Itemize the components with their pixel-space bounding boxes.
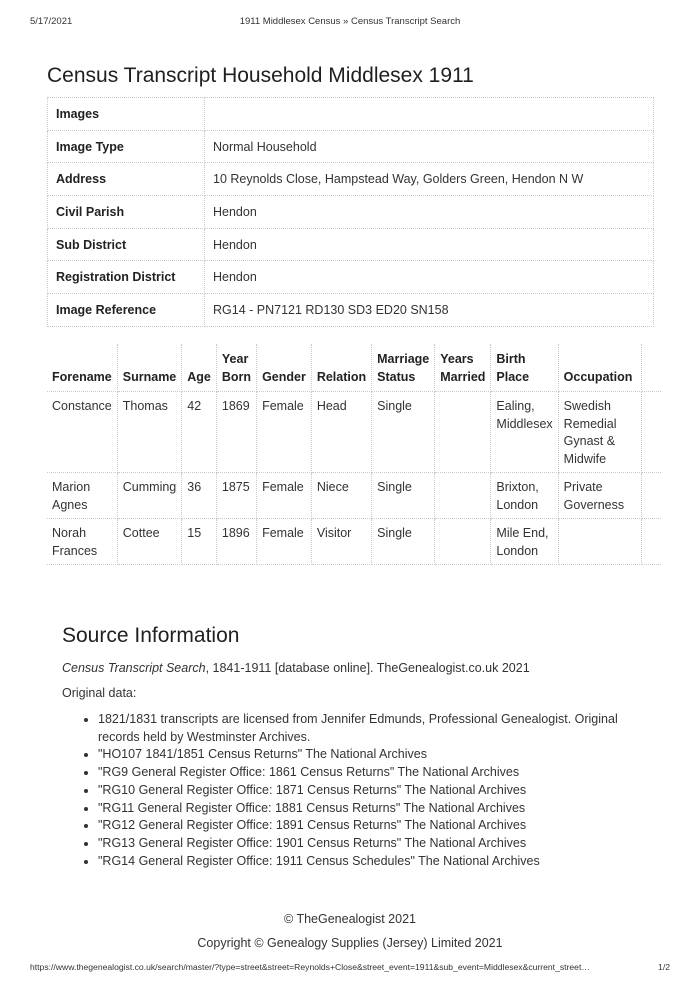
table-cell: Female: [257, 519, 312, 565]
table-cell: [558, 519, 641, 565]
table-cell: Mile End, London: [491, 519, 558, 565]
info-label: Address: [48, 163, 205, 196]
column-header: [641, 344, 661, 392]
info-label: Registration District: [48, 261, 205, 294]
site-footer: [0, 912, 700, 950]
info-label: Civil Parish: [48, 196, 205, 229]
print-page-title: 1911 Middlesex Census » Census Transcript Search: [239, 16, 461, 27]
table-cell: Single: [372, 519, 435, 565]
table-cell: [641, 519, 661, 565]
info-label: Image Reference: [48, 294, 205, 327]
info-label: Sub District: [48, 228, 205, 261]
info-value: Normal Household: [205, 130, 654, 163]
citation-details: , 1841-1911 [database online]. TheGenealogist.co.uk 2021: [205, 661, 530, 675]
table-cell: Swedish Remedial Gynast & Midwife: [558, 392, 641, 473]
source-heading: Source Information: [62, 624, 240, 647]
column-header: Years Married: [435, 344, 491, 392]
info-row: [48, 196, 654, 229]
table-cell: [435, 392, 491, 473]
column-header: Occupation: [558, 344, 641, 392]
info-label: Image Type: [48, 130, 205, 163]
table-cell: Cottee: [117, 519, 182, 565]
table-cell: 1875: [216, 473, 256, 519]
page-title: Census Transcript Household Middlesex 1911: [47, 64, 474, 87]
list-item: • 1821/1831 transcripts are licensed from Jennifer Edmunds, Professional Genealogist. Original records held by Westminster Archives.: [98, 711, 622, 746]
info-row: [48, 228, 654, 261]
table-cell: Ealing, Middlesex: [491, 392, 558, 473]
table-cell: Visitor: [311, 519, 371, 565]
column-header: Marriage Status: [372, 344, 435, 392]
table-cell: Single: [372, 392, 435, 473]
source-citation: [62, 661, 622, 675]
table-cell: 1896: [216, 519, 256, 565]
household-members-table: [47, 344, 661, 565]
info-row: [48, 294, 654, 327]
list-item: • "RG11 General Register Office: 1881 Census Returns" The National Archives: [98, 800, 622, 818]
column-header: Birth Place: [491, 344, 558, 392]
table-cell: Brixton, London: [491, 473, 558, 519]
table-cell: Female: [257, 392, 312, 473]
info-value: RG14 - PN7121 RD130 SD3 ED20 SN158: [205, 294, 654, 327]
table-cell: 42: [182, 392, 217, 473]
info-value: Hendon: [205, 228, 654, 261]
footer-brand: © TheGenealogist 2021: [284, 912, 416, 926]
list-item: • "RG13 General Register Office: 1901 Census Returns" The National Archives: [98, 835, 622, 853]
print-date: 5/17/2021: [30, 16, 73, 27]
list-item: • "HO107 1841/1851 Census Returns" The National Archives: [98, 746, 622, 764]
source-information: [62, 624, 622, 870]
info-row: [48, 98, 654, 131]
info-value: 10 Reynolds Close, Hampstead Way, Golders Green, Hendon N W: [205, 163, 654, 196]
footer-copyright: Copyright © Genealogy Supplies (Jersey) Limited 2021: [197, 936, 503, 950]
table-cell: Thomas: [117, 392, 182, 473]
table-cell: 1869: [216, 392, 256, 473]
table-cell: Private Governess: [558, 473, 641, 519]
table-cell: Female: [257, 473, 312, 519]
list-item: • "RG12 General Register Office: 1891 Census Returns" The National Archives: [98, 817, 622, 835]
source-list: [62, 711, 622, 870]
table-cell: 15: [182, 519, 217, 565]
print-header: [30, 16, 670, 30]
table-cell: Single: [372, 473, 435, 519]
table-cell: [435, 519, 491, 565]
table-cell: Norah Frances: [47, 519, 117, 565]
print-footer: [30, 962, 670, 976]
info-row: [48, 130, 654, 163]
table-cell: Niece: [311, 473, 371, 519]
original-data-label: Original data:: [62, 686, 137, 700]
table-row: [47, 519, 661, 565]
column-header: Year Born: [216, 344, 256, 392]
info-value: [205, 98, 654, 131]
list-item: • "RG14 General Register Office: 1911 Census Schedules" The National Archives: [98, 853, 622, 871]
table-cell: [435, 473, 491, 519]
table-row: [47, 392, 661, 473]
column-header: Age: [182, 344, 217, 392]
column-header: Surname: [117, 344, 182, 392]
info-row: [48, 261, 654, 294]
table-cell: Head: [311, 392, 371, 473]
list-item: • "RG9 General Register Office: 1861 Census Returns" The National Archives: [98, 764, 622, 782]
table-cell: Marion Agnes: [47, 473, 117, 519]
info-label: Images: [48, 98, 205, 131]
column-header: Gender: [257, 344, 312, 392]
list-item: • "RG10 General Register Office: 1871 Census Returns" The National Archives: [98, 782, 622, 800]
table-cell: Constance: [47, 392, 117, 473]
table-cell: [641, 392, 661, 473]
table-cell: [641, 473, 661, 519]
table-cell: 36: [182, 473, 217, 519]
table-row: [47, 473, 661, 519]
info-value: Hendon: [205, 261, 654, 294]
info-row: [48, 163, 654, 196]
column-header: Forename: [47, 344, 117, 392]
column-header: Relation: [311, 344, 371, 392]
table-cell: Cumming: [117, 473, 182, 519]
citation-title: Census Transcript Search: [62, 661, 206, 675]
household-info-table: [47, 97, 654, 327]
print-page-number: 1/2: [658, 962, 670, 972]
print-url: https://www.thegenealogist.co.uk/search/master/?type=street&street=Reynolds+Close&street_event=1911&sub_event=Middlesex&current_street…: [30, 962, 590, 972]
info-value: Hendon: [205, 196, 654, 229]
